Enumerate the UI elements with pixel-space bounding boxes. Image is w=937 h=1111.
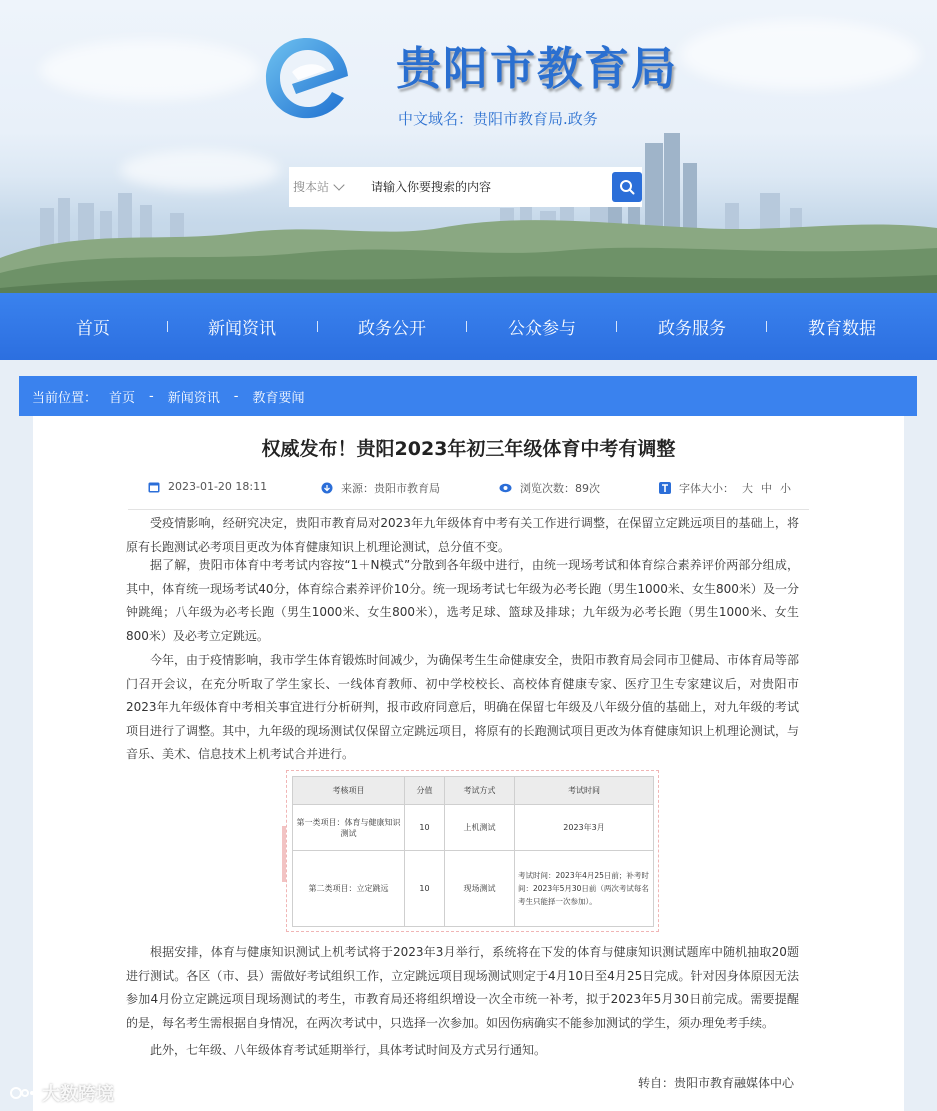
article-paragraph: 据了解，贵阳市体育中考考试内容按“1＋N模式”分散到各年级中进行，由统一现场考试和体育综合素养评价两部分组成，其中，体育统一现场考试40分，体育综合素养评价10分。统一现场考试七年级为必考长跑（男生1000米、女生800米）及一分钟跳绳；八年级为必考长跑（男生1000米、女生800米），选考足球、篮球及排球；九年级为必考长跑（男生1000米、女生800米）及必考立定跳远。: [126, 558, 799, 643]
domain-name-label: 中文域名：贵阳市教育局.政务: [398, 110, 598, 128]
watermark: [10, 1080, 114, 1106]
table-cell: 第一类项目：体育与健康知识测试: [293, 805, 405, 851]
article-container: [33, 416, 904, 1111]
meta-divider: [128, 509, 809, 510]
text-size-icon: [659, 482, 671, 494]
article-source-text: 来源：贵阳市教育局: [341, 482, 440, 495]
search-scope-select[interactable]: [293, 178, 343, 195]
calendar-icon: [148, 481, 160, 493]
article-title: 权威发布！贵阳2023年初三年级体育中考有调整: [261, 438, 676, 460]
nav-item-news[interactable]: 新闻资讯: [208, 319, 276, 339]
font-size-large[interactable]: 大: [742, 482, 753, 495]
table-cell: 考试时间：2023年4月25日前；补考时间：2023年5月30日前（两次考试每名考生只能择一次参加）。: [515, 851, 654, 927]
article-paragraph: 此外，七年级、八年级体育考试延期举行，具体考试时间及方式另行通知。: [150, 1043, 547, 1057]
search-button[interactable]: [612, 172, 642, 202]
view-count-text: 浏览次数：89次: [520, 482, 600, 495]
forwarded-from: 转自：贵阳市教育融媒体中心: [638, 1076, 795, 1090]
nav-divider: [766, 321, 767, 332]
font-size-label: 字体大小：: [679, 482, 734, 495]
view-count: [499, 480, 600, 496]
main-nav: [0, 293, 937, 360]
city-skyline-image: [0, 133, 937, 293]
breadcrumb: [19, 376, 917, 416]
article-paragraph: 今年，由于疫情影响，我市学生体育锻炼时间减少，为确保考生生命健康安全，贵阳市教育局会同市卫健局、市体育局等部门召开会议，在充分听取了学生家长、一线体育教师、初中学校校长、高校体育健康专家、医疗卫生专家建议后，对贵阳市2023年九年级体育中考相关事宜进行分析研判，报市政府同意后，明确在保留七年级及八年级分值的基础上，对九年级的考试项目进行了调整。其中，九年级的现场测试仅保留立定跳远项目，将原有的长跑测试项目更改为体育健康知识上机理论测试，与音乐、美术、信息技术上机考试合并进行。: [126, 653, 799, 761]
table-header: 考试时间: [515, 777, 654, 805]
search-icon: [619, 179, 635, 195]
table-cell: 上机测试: [445, 805, 515, 851]
table-row: [293, 805, 654, 851]
font-size-small[interactable]: 小: [780, 482, 791, 495]
nav-divider: [167, 321, 168, 332]
table-cell: 2023年3月: [515, 805, 654, 851]
education-bureau-logo: [262, 32, 350, 124]
table-cell: 第二类项目：立定跳远: [293, 851, 405, 927]
header-banner: [0, 0, 937, 293]
search-input[interactable]: [371, 176, 601, 198]
table-cell: 10: [405, 805, 445, 851]
breadcrumb-home[interactable]: 首页: [109, 390, 136, 406]
article-paragraph: 受疫情影响，经研究决定，贵阳市教育局对2023年九年级体育中考有关工作进行调整，在保留立定跳远项目的基础上，将原有长跑测试必考项目更改为体育健康知识上机理论测试，总分值不变。: [126, 516, 799, 554]
table-header: 分值: [405, 777, 445, 805]
exam-schedule-table: [292, 776, 654, 927]
publish-date-text: 2023-01-20 18:11: [168, 480, 268, 493]
article-source: [321, 480, 440, 496]
table-cell: 现场测试: [445, 851, 515, 927]
table-cell: 10: [405, 851, 445, 927]
search-scope-label: 搜本站: [293, 180, 330, 194]
breadcrumb-separator: -: [149, 388, 154, 404]
table-row: [293, 851, 654, 927]
table-header: 考核项目: [293, 777, 405, 805]
font-size-medium[interactable]: 中: [761, 482, 772, 495]
watermark-logo-icon: [10, 1085, 36, 1101]
nav-item-gov-services[interactable]: 政务服务: [658, 319, 726, 339]
watermark-text: 大数跨境: [42, 1084, 114, 1105]
search-box: [289, 167, 642, 207]
nav-divider: [317, 321, 318, 332]
breadcrumb-separator: -: [233, 388, 239, 404]
nav-divider: [616, 321, 617, 332]
article-paragraph: 根据安排，体育与健康知识测试上机考试将于2023年3月举行，系统将在下发的体育与健康知识测试题库中随机抽取20题进行测试。各区（市、县）需做好考试组织工作，立定跳远项目现场测试则定于4月10日至4月25日完成。针对因身体原因无法参加4月份立定跳远项目现场测试的考生，市教育局还将组织增设一次全市统一补考，拟于2023年5月30日前完成。需要提醒的是，每名考生需根据自身情况，在两次考试中，只选择一次参加。如因伤病确实不能参加测试的学生，须办理免考手续。: [126, 945, 799, 1030]
chevron-down-icon: [333, 179, 344, 190]
site-title: 贵阳市教育局: [396, 42, 679, 95]
nav-item-gov-affairs-open[interactable]: 政务公开: [358, 319, 426, 339]
nav-item-education-data[interactable]: 教育数据: [808, 319, 876, 339]
publish-date: [148, 480, 267, 493]
breadcrumb-label: 当前位置：: [32, 390, 98, 406]
font-size-control: [659, 480, 791, 496]
source-icon: [321, 482, 333, 494]
breadcrumb-news[interactable]: 新闻资讯: [167, 390, 220, 406]
table-header: 考试方式: [445, 777, 515, 805]
breadcrumb-education-news[interactable]: 教育要闻: [252, 390, 305, 406]
nav-item-public-participation[interactable]: 公众参与: [508, 319, 576, 339]
nav-divider: [466, 321, 467, 332]
nav-item-home[interactable]: 首页: [76, 319, 110, 339]
exam-schedule-table-image: [286, 770, 659, 932]
eye-icon: [499, 482, 512, 494]
